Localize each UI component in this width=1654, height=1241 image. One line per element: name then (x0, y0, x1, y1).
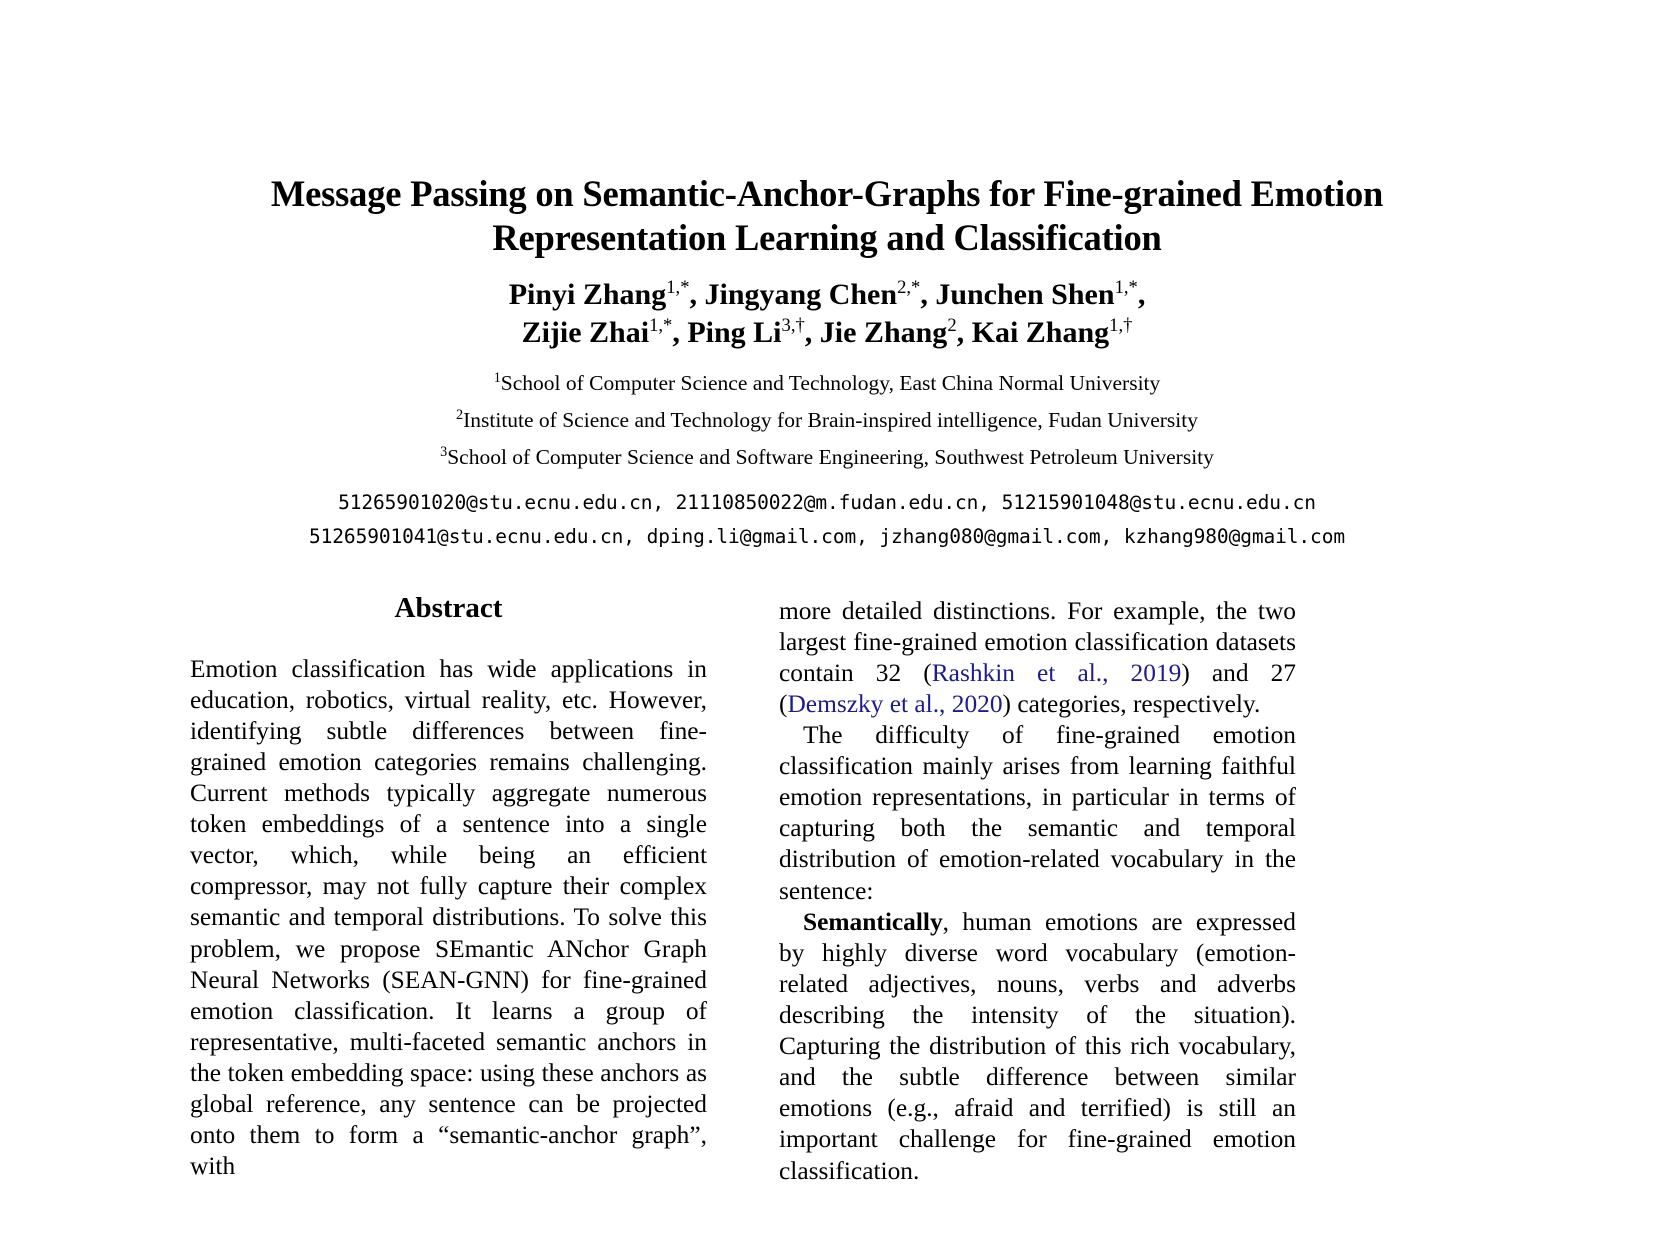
author-line-1 (190, 276, 1464, 314)
paragraph-text: more detailed distinctions. For example, the two largest fine-grained emotion classification datasets contain 32 ( (779, 596, 1296, 687)
paragraph-text: , human emotions are expressed by highly diverse word vocabulary (emotion-related adjectives, nouns, verbs and adverbs describing the intensity of the situation). Capturing the distribution of this rich vocabulary, and the subtle difference between similar emotions (e.g., afraid and terrified) is still an important challenge for fine-grained emotion classification. (779, 907, 1296, 1185)
affiliation-marker: 2 (456, 406, 464, 423)
author-name: Zijie Zhai (521, 316, 650, 350)
author-list (190, 276, 1464, 352)
author-name: Jingyang Chen (704, 278, 898, 312)
citation-link-demszky[interactable]: Demszky et al., 2020 (787, 689, 1003, 718)
author-affiliation-marker: 1,† (1109, 315, 1133, 337)
author-affiliation-marker: 1,* (649, 315, 673, 337)
affiliation-list (190, 365, 1464, 477)
email-list (190, 486, 1464, 553)
left-column (190, 591, 707, 1183)
author-separator: , (956, 316, 972, 350)
author-affiliation-marker: 2 (947, 315, 957, 337)
affiliation-marker: 1 (493, 369, 501, 386)
author-name: Ping Li (687, 316, 782, 350)
author-affiliation-marker: 1,* (1114, 277, 1138, 299)
title-block (190, 0, 1464, 554)
author-affiliation-marker: 1,* (666, 277, 690, 299)
email-line-2[interactable]: 51265901041@stu.ecnu.edu.cn, dping.li@gmail.com, jzhang080@gmail.com, kzhang980@gmail.com (309, 524, 1345, 548)
intro-paragraph-1 (779, 596, 1296, 720)
author-separator: , (689, 278, 705, 312)
affiliation-marker: 3 (440, 443, 448, 460)
email-line-1[interactable]: 51265901020@stu.ecnu.edu.cn, 21110850022@m.fudan.edu.cn, 51215901048@stu.ecnu.edu.cn (338, 491, 1316, 515)
citation-link-rashkin[interactable]: Rashkin et al., 2019 (931, 658, 1182, 687)
intro-paragraph-2: The difficulty of fine-grained emotion classification mainly arises from learning faithful emotion representations, in particular in terms of capturing both the semantic and temporal distribution of emotion-related vocabulary in the sentence: (779, 720, 1296, 905)
author-separator: , (920, 278, 936, 312)
author-name: Kai Zhang (971, 316, 1110, 350)
affiliation-item-2 (190, 402, 1464, 439)
affiliation-text: Institute of Science and Technology for Brain-inspired intelligence, Fudan University (463, 407, 1198, 432)
semantically-lead-in: Semantically (803, 907, 943, 936)
intro-paragraph-3 (779, 907, 1296, 1187)
affiliation-text: School of Computer Science and Software Engineering, Southwest Petroleum University (447, 444, 1214, 469)
affiliation-text: School of Computer Science and Technology, East China Normal University (500, 370, 1161, 395)
author-name: Jie Zhang (819, 316, 948, 350)
affiliation-item-3 (190, 439, 1464, 476)
right-column (779, 596, 1296, 1187)
author-name: Junchen Shen (935, 278, 1115, 312)
paper-title: Message Passing on Semantic-Anchor-Graphs for Fine-grained Emotion Representation Learning and Classification (270, 173, 1384, 259)
author-line-2 (190, 314, 1464, 352)
author-separator: , (1137, 278, 1146, 312)
body-columns (190, 591, 1464, 1185)
author-separator: , (672, 316, 688, 350)
paragraph-text: ) and 27 ( (779, 658, 1297, 718)
abstract-paragraph: Emotion classification has wide applications in education, robotics, virtual reality, etc. However, identifying subtle differences between fine-grained emotion categories remains challenging. Current methods typically aggregate numerous token embeddings of a sentence into a single vector, which, while being an efficient compressor, may not fully capture their complex semantic and temporal distributions. To solve this problem, we propose SEmantic ANchor Graph Neural Networks (SEAN-GNN) for fine-grained emotion classification. It learns a group of representative, multi-faceted semantic anchors in the token embedding space: using these anchors as global reference, any sentence can be projected onto them to form a “semantic-anchor graph”, with (190, 654, 707, 1181)
abstract-heading: Abstract (394, 591, 503, 624)
author-affiliation-marker: 3,† (781, 315, 805, 337)
paragraph-text: ) categories, respectively. (1002, 689, 1261, 718)
author-affiliation-marker: 2,* (897, 277, 921, 299)
author-separator: , (804, 316, 820, 350)
author-name: Pinyi Zhang (508, 278, 667, 312)
affiliation-item-1 (190, 365, 1464, 402)
